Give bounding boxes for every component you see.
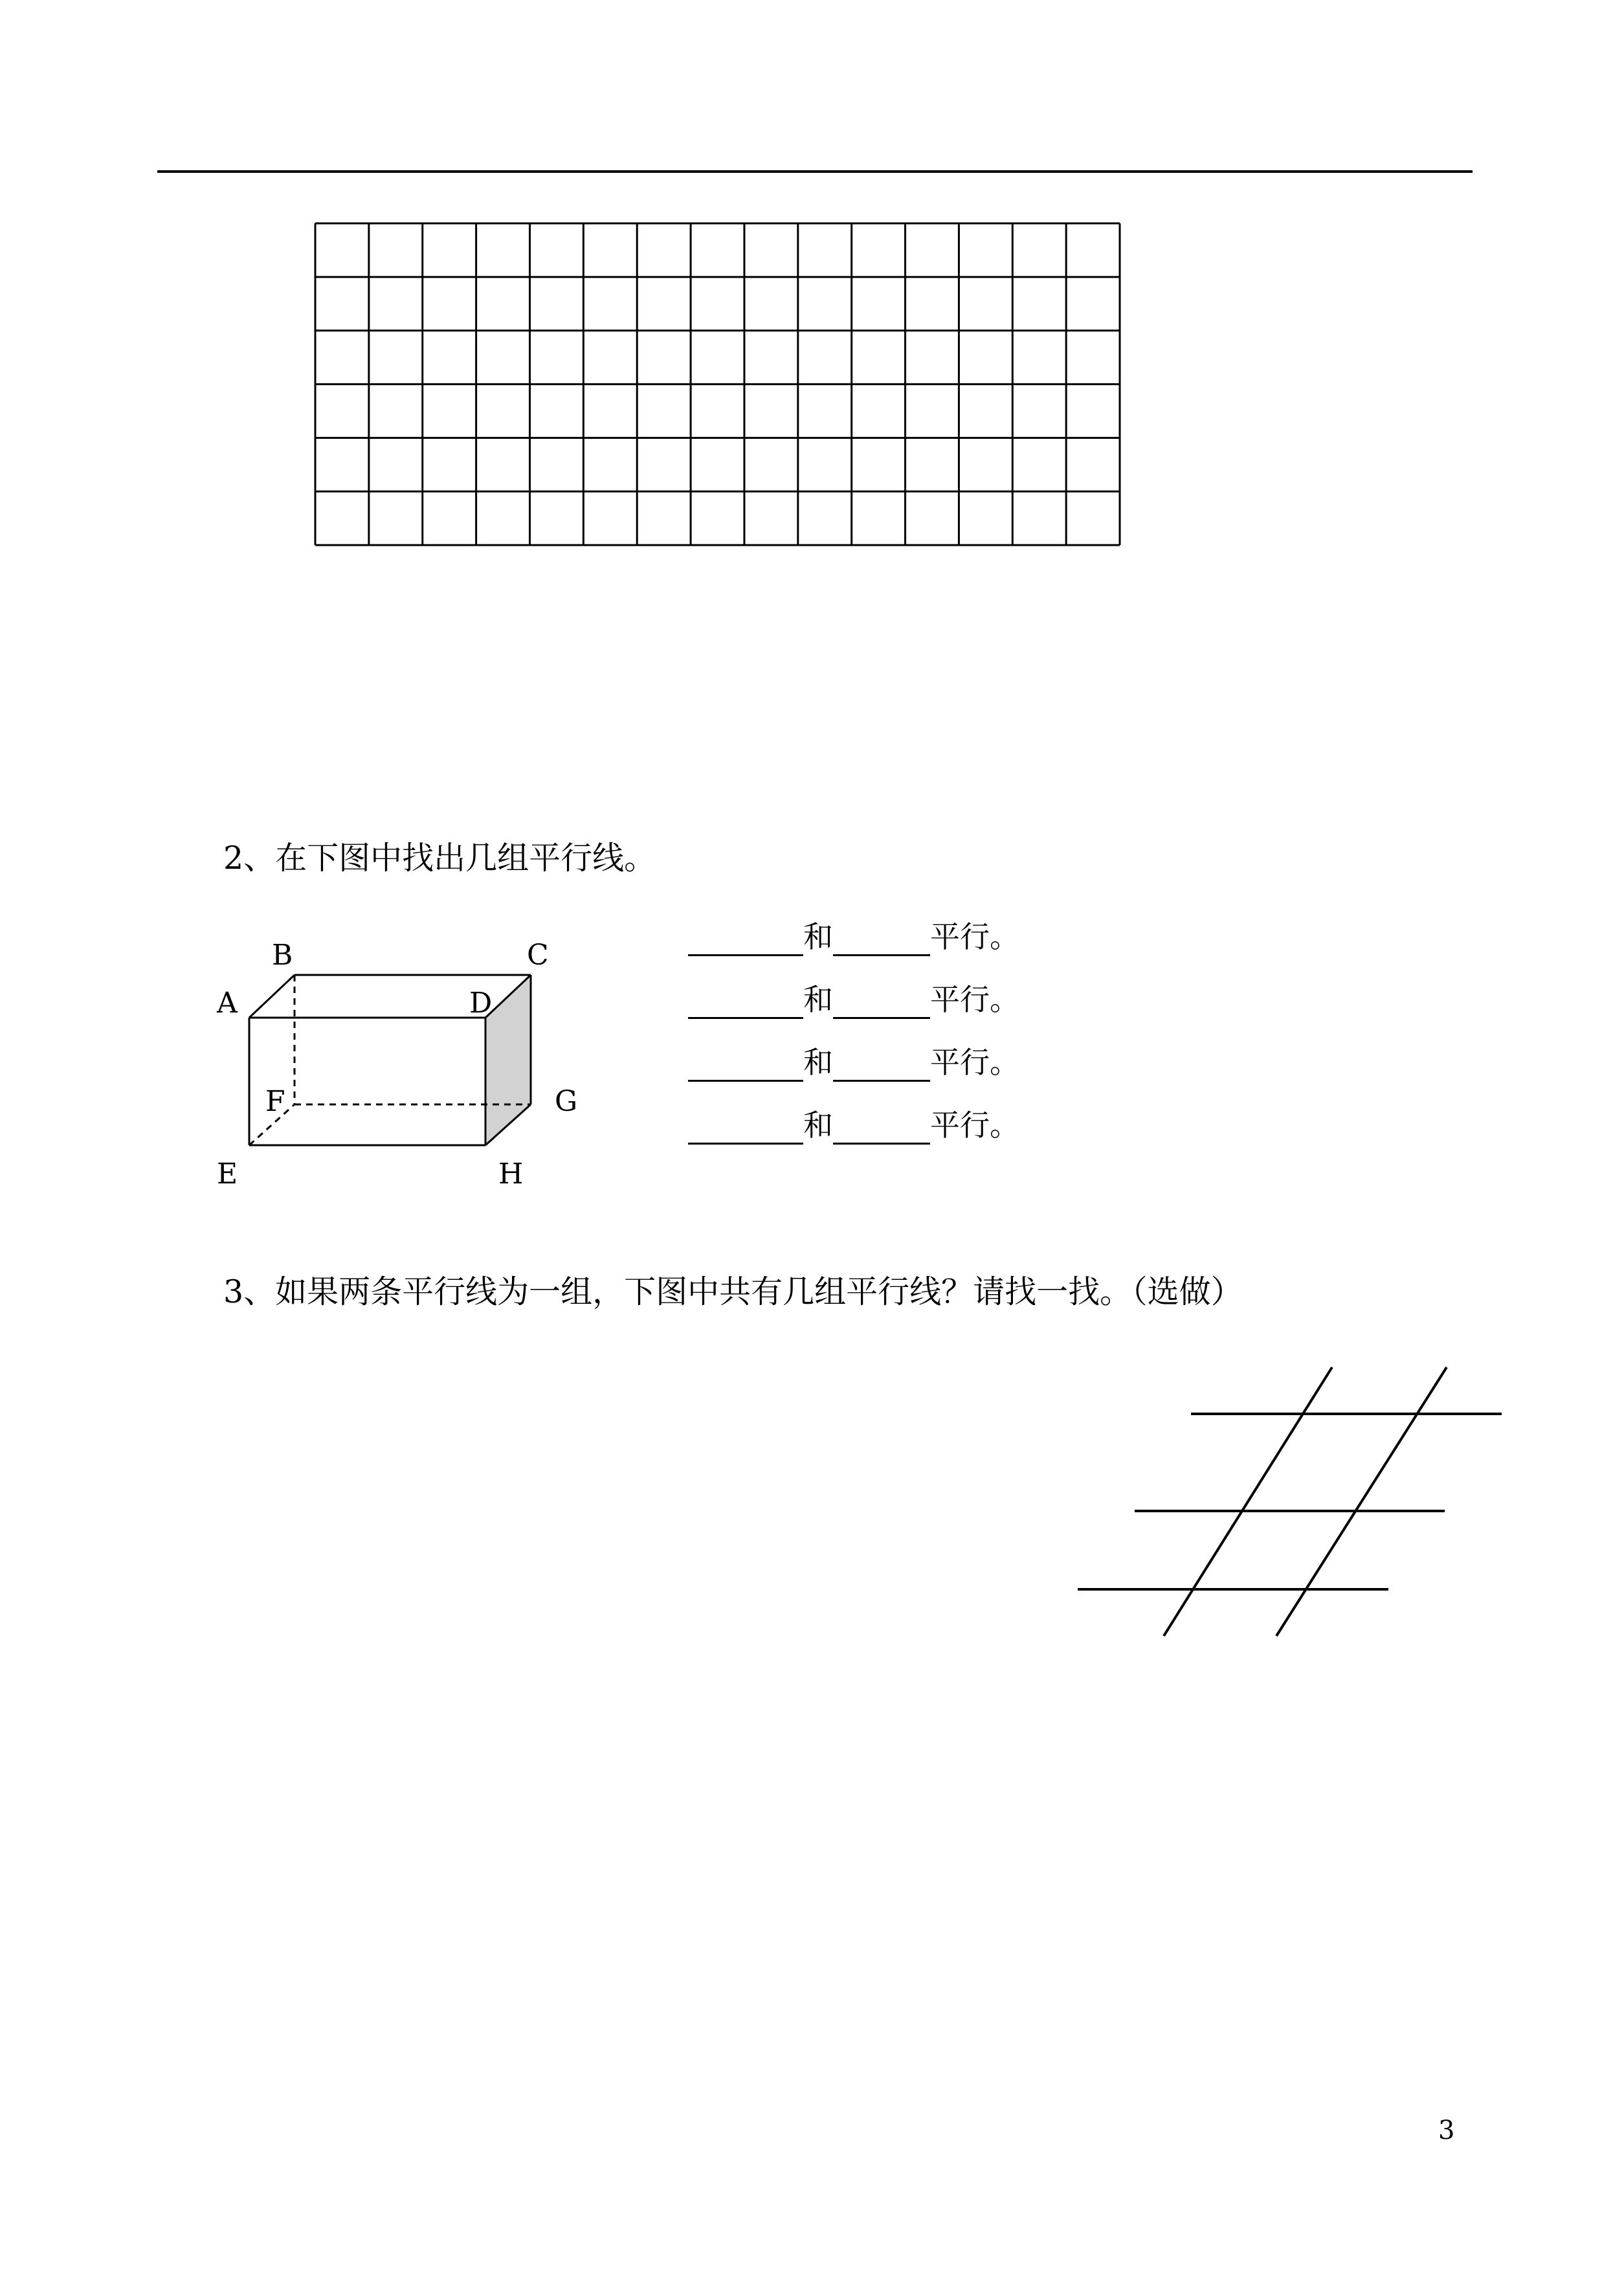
parallel-label: 平行。 <box>930 919 1019 954</box>
vertex-label-e: E <box>217 1158 238 1191</box>
question-3-title: 3、如果两条平行线为一组，下图中共有几组平行线？请找一找。（选做） <box>223 1273 1243 1310</box>
slanted-line-1 <box>1164 1367 1332 1636</box>
parallel-label: 平行。 <box>930 1045 1019 1080</box>
parallel-label: 平行。 <box>930 1108 1019 1143</box>
and-label: 和 <box>803 1108 833 1143</box>
vertex-label-g: G <box>555 1085 578 1118</box>
slanted-line-2 <box>1276 1367 1447 1636</box>
vertex-label-b: B <box>272 939 293 972</box>
question-2-title: 2、在下图中找出几组平行线。 <box>223 840 656 877</box>
and-label: 和 <box>803 919 833 954</box>
and-label: 和 <box>803 982 833 1017</box>
vertex-label-h: H <box>498 1158 524 1191</box>
and-label: 和 <box>803 1045 833 1080</box>
page-number: 3 <box>1438 2116 1455 2145</box>
vertex-label-c: C <box>527 939 549 972</box>
vertex-label-f: F <box>265 1085 285 1118</box>
vertex-label-d: D <box>469 987 493 1020</box>
vertex-label-a: A <box>217 987 238 1020</box>
parallel-label: 平行。 <box>930 982 1019 1017</box>
